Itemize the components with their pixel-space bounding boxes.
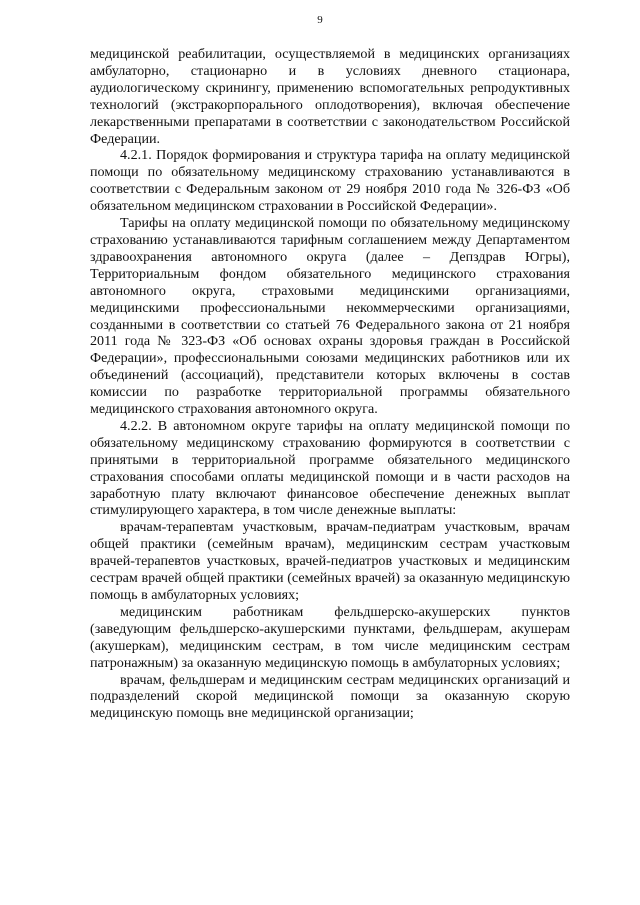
document-body: [90, 46, 570, 722]
paragraph-payments-emergency: врачам, фельдшерам и медицинским сестрам медицинских организаций и подразделений скорой медицинской помощи за оказанную скорую медицинскую помощь вне медицинской организации;: [90, 671, 570, 722]
paragraph-tariffs-agreement: Тарифы на оплату медицинской помощи по обязательному медицинскому страхованию устанавливаются тарифным соглашением между Департаментом здравоохранения автономного округа (далее – Депздрав Югры), Территориальным фондом обязательного медицинского страхования автономного округа, страховыми медицинскими организациями, медицинскими профессиональными некоммерческими организациями, созданными в соответствии со статьей 76 Федерального закона от 21 ноября 2011 года № 323-ФЗ «Об основах охраны здоровья граждан в Российской Федерации», профессиональными союзами медицинских работников или их объединений (ассоциаций), представители которых включены в состав комиссии по разработке территориальной программы обязательного медицинского страхования автономного округа.: [90, 215, 570, 418]
paragraph-4-2-1: 4.2.1. Порядок формирования и структура тарифа на оплату медицинской помощи по обязательному медицинскому страхованию устанавливаются в соответствии с Федеральным законом от 29 ноября 2010 года № 326-ФЗ «Об обязательном медицинском страховании в Российской Федерации».: [90, 147, 570, 215]
paragraph-payments-feldsher-points: медицинским работникам фельдшерско-акушерских пунктов (заведующим фельдшерско-акушерскими пунктами, фельдшерам, акушерам (акушеркам), медицинским сестрам, в том числе медицинским сестрам патронажным) за оказанную медицинскую помощь в амбулаторных условиях;: [90, 603, 570, 671]
paragraph-rehabilitation-continuation: медицинской реабилитации, осуществляемой в медицинских организациях амбулаторно, стационарно и в условиях дневного стационара, аудиологическому скринингу, применению вспомогательных репродуктивных технологий (экстракорпорального оплодотворения), включая обеспечение лекарственными препаратами в соответствии с законодательством Российской Федерации.: [90, 46, 570, 147]
paragraph-payments-therapists: врачам-терапевтам участковым, врачам-педиатрам участковым, врачам общей практики (семейным врачам), медицинским сестрам участковым врачей-терапевтов участковых, врачей-педиатров участковых и медицинским сестрам врачей общей практики (семейных врачей) за оказанную медицинскую помощь в амбулаторных условиях;: [90, 519, 570, 603]
paragraph-4-2-2: 4.2.2. В автономном округе тарифы на оплату медицинской помощи по обязательному медицинскому страхованию формируются в соответствии с принятыми в территориальной программе обязательного медицинского страхования способами оплаты медицинской помощи и в части расходов на заработную плату включают финансовое обеспечение денежных выплат стимулирующего характера, в том числе денежные выплаты:: [90, 417, 570, 519]
page-number: 9: [317, 14, 323, 26]
